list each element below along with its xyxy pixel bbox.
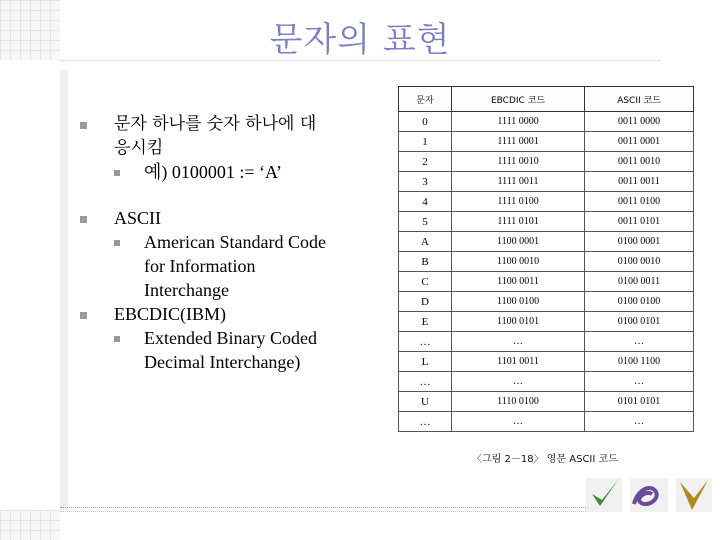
strip-shade	[60, 70, 68, 510]
sub-bullet-text: Decimal Interchange)	[144, 352, 301, 372]
table-cell: 0100 1100	[585, 352, 694, 372]
table-cell: 0011 0100	[585, 192, 694, 212]
table-cell: 1111 0001	[452, 132, 585, 152]
strip-mask	[0, 60, 60, 510]
title-divider	[60, 60, 660, 61]
table-row	[399, 412, 694, 432]
table-cell: …	[399, 372, 452, 392]
table-row	[399, 112, 694, 132]
footer-divider	[60, 507, 590, 508]
table-cell: 1100 0010	[452, 252, 585, 272]
table-cell: L	[399, 352, 452, 372]
sub-bullet-text: American Standard Code	[144, 232, 326, 252]
table-cell: 0011 0011	[585, 172, 694, 192]
sub-bullet-text: for Information	[144, 256, 256, 276]
table-cell: 3	[399, 172, 452, 192]
sub-bullet-text: Extended Binary Coded	[144, 328, 317, 348]
bullet-text: ASCII	[114, 208, 162, 228]
column-header: ASCII 코드	[585, 87, 694, 112]
table-cell: 1100 0001	[452, 232, 585, 252]
table-cell: …	[452, 372, 585, 392]
sub-bullet-text: 예) 0100001 := ‘A’	[144, 162, 283, 182]
table-cell: 0100 0100	[585, 292, 694, 312]
table-cell: …	[585, 372, 694, 392]
sub-bullet-item	[114, 160, 380, 184]
bullet-square-icon	[80, 312, 87, 319]
table-cell: 0	[399, 112, 452, 132]
bullet-square-icon	[114, 336, 120, 342]
table-cell: 2	[399, 152, 452, 172]
bullet-text: 응시킴	[114, 138, 164, 158]
table-row	[399, 212, 694, 232]
code-table	[398, 86, 694, 432]
table-cell: B	[399, 252, 452, 272]
table-row	[399, 152, 694, 172]
table-header-row	[399, 87, 694, 112]
table-cell: 1111 0000	[452, 112, 585, 132]
bullet-text: 문자 하나를 숫자 하나에 대	[114, 114, 317, 134]
table-row	[399, 232, 694, 252]
sub-bullet-text: Interchange	[144, 280, 229, 300]
code-table-figure	[398, 86, 694, 432]
table-cell: 0011 0010	[585, 152, 694, 172]
table-row	[399, 172, 694, 192]
table-cell: 1111 0010	[452, 152, 585, 172]
table-cell: 0011 0001	[585, 132, 694, 152]
table-cell: 1111 0101	[452, 212, 585, 232]
column-header: EBCDIC 코드	[452, 87, 585, 112]
footer-divider	[60, 511, 590, 512]
table-row	[399, 132, 694, 152]
table-cell: …	[585, 412, 694, 432]
table-cell: 0011 0000	[585, 112, 694, 132]
figure-caption: 〈그림 2－18〉 영문 ASCII 코드	[472, 454, 618, 465]
table-cell: U	[399, 392, 452, 412]
table-cell: 0011 0101	[585, 212, 694, 232]
table-cell: 0100 0101	[585, 312, 694, 332]
bullet-square-icon	[114, 170, 120, 176]
table-cell: …	[399, 332, 452, 352]
table-cell: …	[452, 332, 585, 352]
table-cell: E	[399, 312, 452, 332]
sub-bullet-item	[114, 326, 380, 374]
table-row	[399, 252, 694, 272]
table-row	[399, 332, 694, 352]
table-cell: …	[452, 412, 585, 432]
table-cell: 5	[399, 212, 452, 232]
table-cell: C	[399, 272, 452, 292]
table-cell: 1100 0011	[452, 272, 585, 292]
sub-bullet-item	[114, 230, 380, 302]
bullet-item	[80, 112, 380, 184]
table-row	[399, 312, 694, 332]
table-row	[399, 192, 694, 212]
table-cell: 1110 0100	[452, 392, 585, 412]
table-row	[399, 372, 694, 392]
bullet-item	[80, 206, 380, 302]
bullet-item	[80, 302, 380, 374]
table-cell: 0101 0101	[585, 392, 694, 412]
table-cell: 1111 0100	[452, 192, 585, 212]
column-header: 문자	[399, 87, 452, 112]
table-cell: 4	[399, 192, 452, 212]
table-cell: A	[399, 232, 452, 252]
table-cell: 0100 0011	[585, 272, 694, 292]
table-cell: 0100 0010	[585, 252, 694, 272]
bullet-text: EBCDIC(IBM)	[114, 304, 226, 324]
table-row	[399, 392, 694, 412]
table-row	[399, 292, 694, 312]
bullet-list	[80, 112, 380, 374]
table-cell: 1101 0011	[452, 352, 585, 372]
table-cell: 1111 0011	[452, 172, 585, 192]
table-cell: 1	[399, 132, 452, 152]
bullet-square-icon	[114, 240, 120, 246]
bullet-square-icon	[80, 122, 87, 129]
check-logo-icon	[586, 474, 714, 516]
table-row	[399, 352, 694, 372]
table-row	[399, 272, 694, 292]
table-cell: D	[399, 292, 452, 312]
table-cell: 1100 0101	[452, 312, 585, 332]
slide-title: 문자의 표현	[269, 20, 451, 60]
table-body	[399, 112, 694, 432]
table-cell: 1100 0100	[452, 292, 585, 312]
bullet-square-icon	[80, 216, 87, 223]
table-cell: 0100 0001	[585, 232, 694, 252]
table-cell: …	[585, 332, 694, 352]
table-cell: …	[399, 412, 452, 432]
